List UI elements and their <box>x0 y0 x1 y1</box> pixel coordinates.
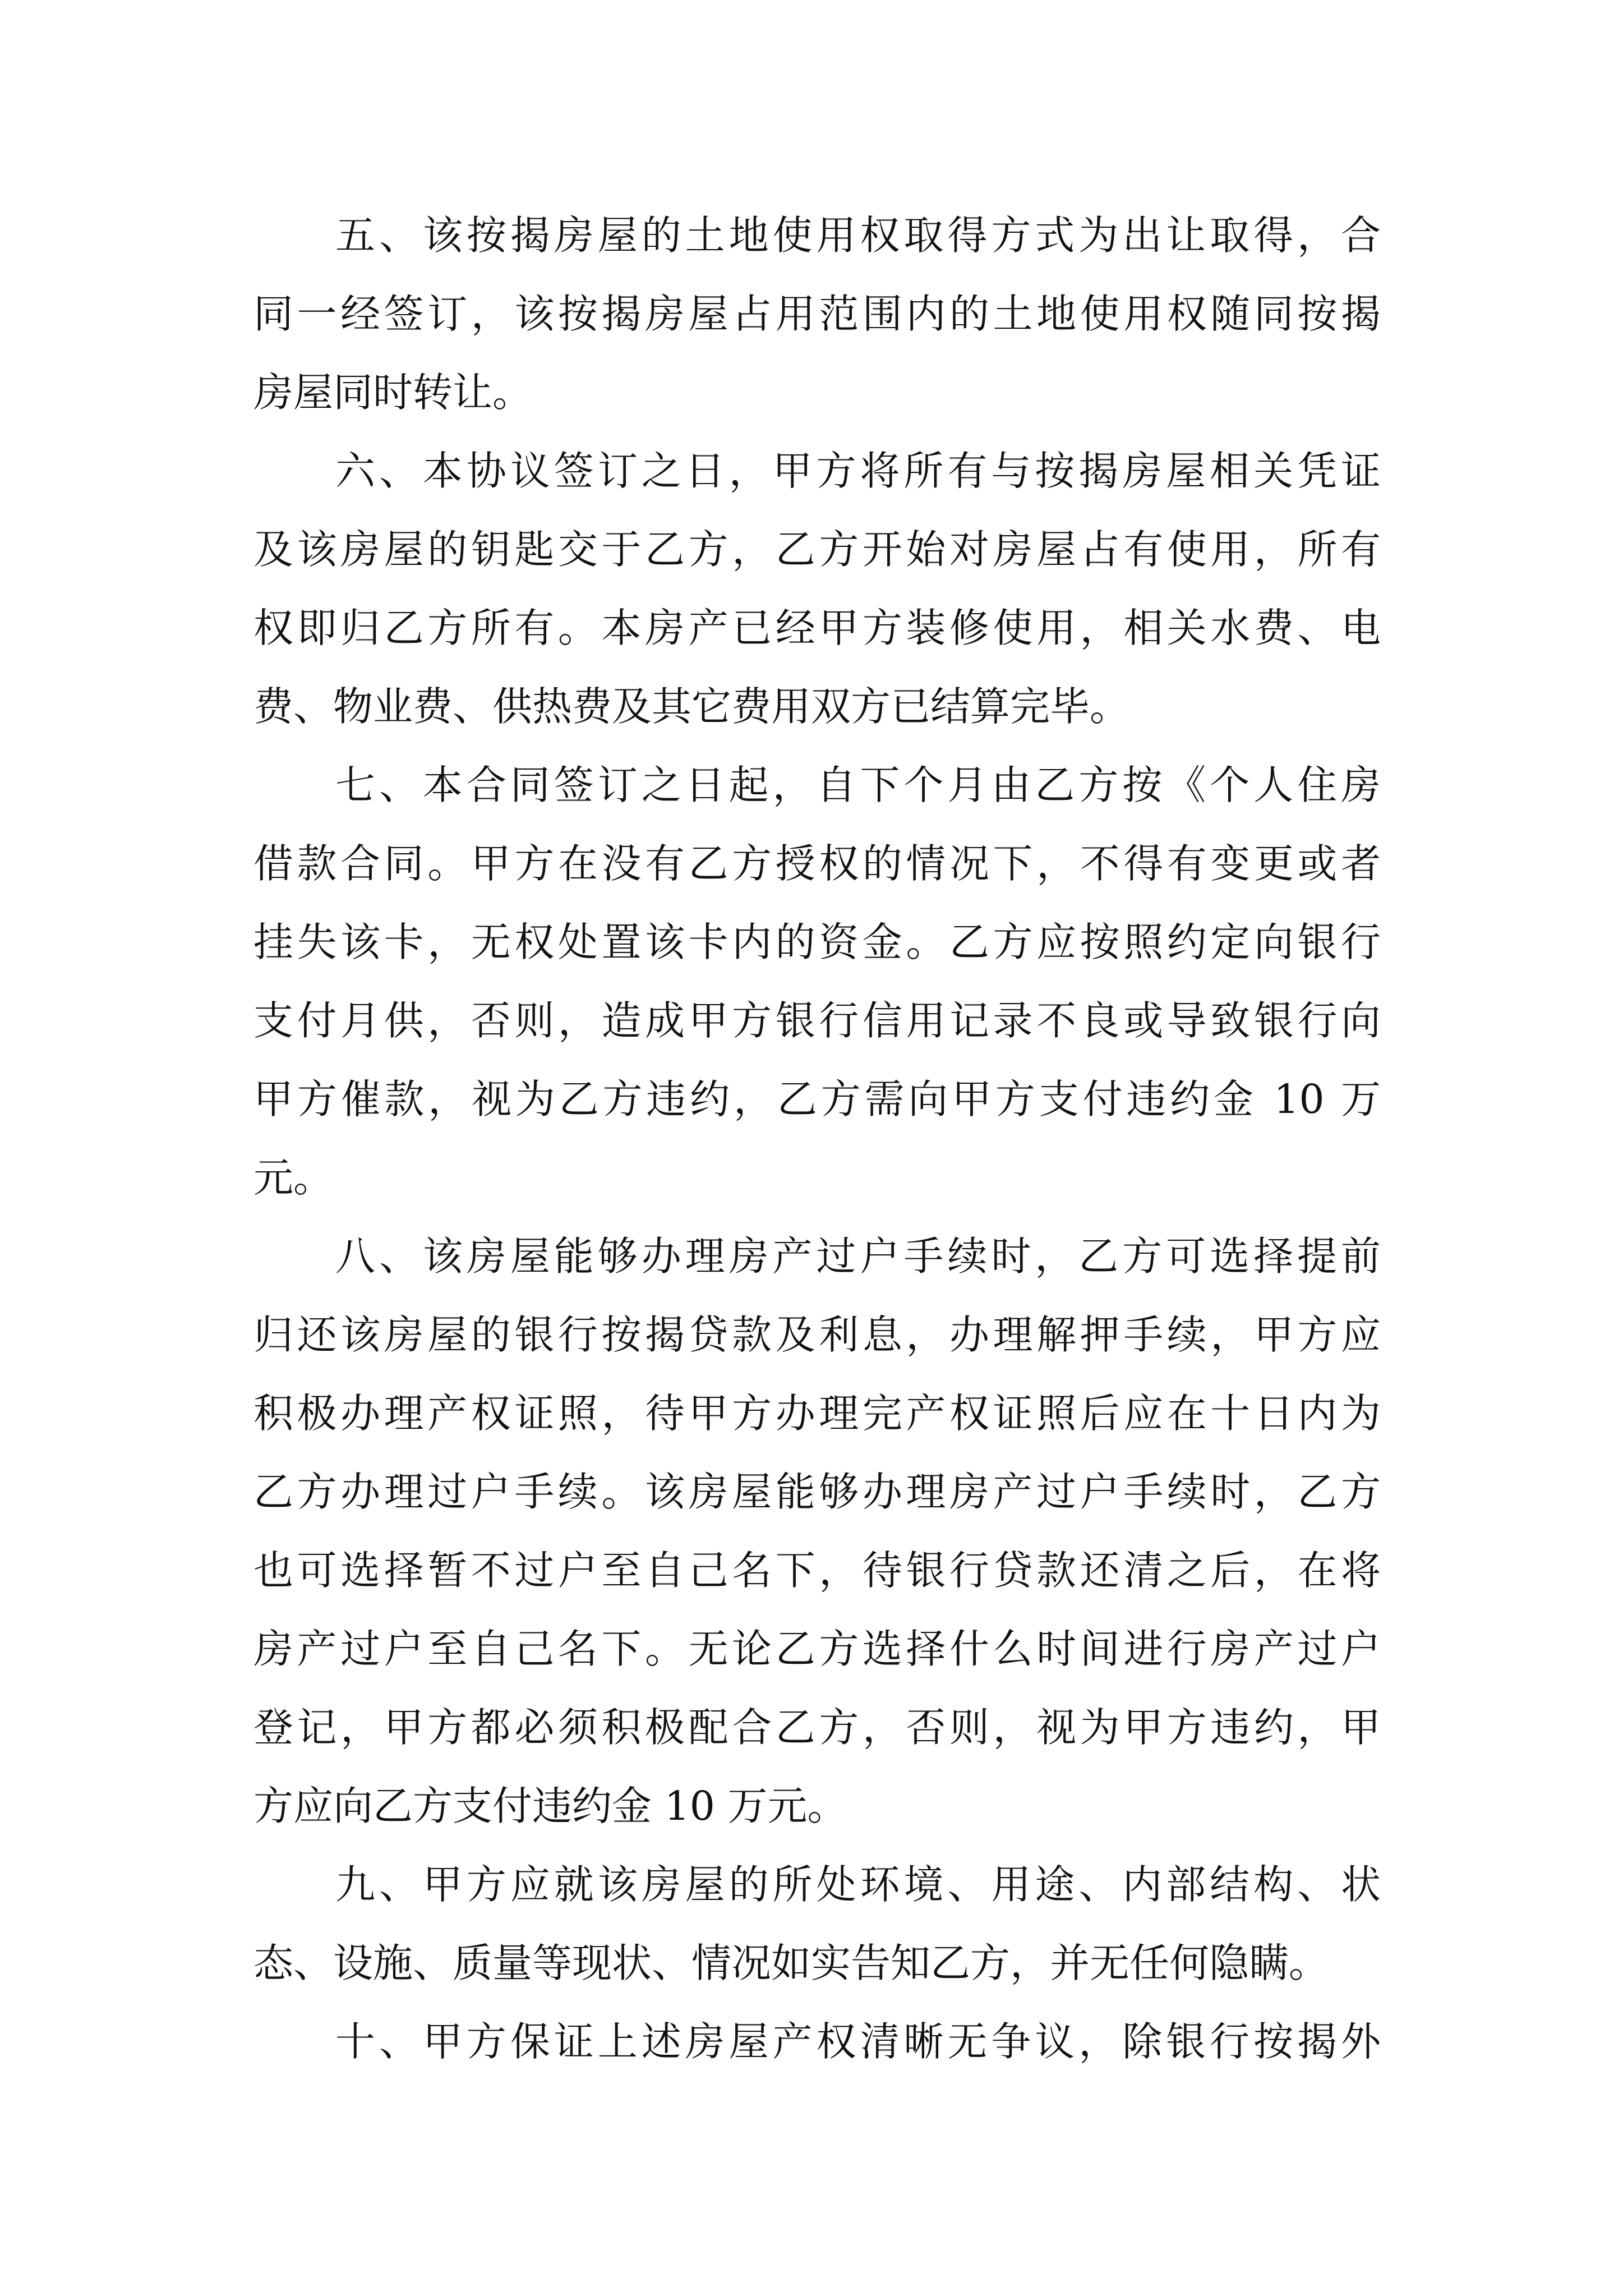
paragraph-6-line-1: 六、本协议签订之日，甲方将所有与按揭房屋相关凭证 <box>335 448 1381 494</box>
paragraph-8-line-1: 八、该房屋能够办理房产过户手续时，乙方可选择提前 <box>335 1233 1381 1280</box>
document-body <box>253 196 1381 2081</box>
paragraph-5-line-3: 房屋同时转让。 <box>253 369 533 416</box>
paragraph-8-line-2: 归还该房屋的银行按揭贷款及利息，办理解押手续，甲方应 <box>253 1312 1381 1358</box>
paragraph-5-line-2: 同一经签订，该按揭房屋占用范围内的土地使用权随同按揭 <box>253 291 1381 337</box>
paragraph-6-line-4: 费、物业费、供热费及其它费用双方已结算完毕。 <box>253 683 1130 730</box>
paragraph-5-line-1: 五、该按揭房屋的土地使用权取得方式为出让取得，合 <box>335 212 1381 259</box>
paragraph-7-line-6: 元。 <box>253 1154 334 1201</box>
paragraph-7-line-2: 借款合同。甲方在没有乙方授权的情况下，不得有变更或者 <box>253 840 1381 887</box>
paragraph-8-line-8: 方应向乙方支付违约金 10 万元。 <box>253 1783 847 1829</box>
paragraph-10-line-1: 十、甲方保证上述房屋产权清晰无争议，除银行按揭外 <box>335 2018 1381 2065</box>
paragraph-7-line-1: 七、本合同签订之日起，自下个月由乙方按《个人住房 <box>335 762 1381 808</box>
paragraph-8-line-5: 也可选择暂不过户至自己名下，待银行贷款还清之后，在将 <box>253 1547 1381 1594</box>
paragraph-8-line-6: 房产过户至自己名下。无论乙方选择什么时间进行房产过户 <box>253 1626 1381 1672</box>
paragraph-7-line-4: 支付月供，否则，造成甲方银行信用记录不良或导致银行向 <box>253 997 1381 1044</box>
paragraph-9-line-2: 态、设施、质量等现状、情况如实告知乙方，并无任何隐瞒。 <box>253 1940 1329 1986</box>
paragraph-8-line-4: 乙方办理过户手续。该房屋能够办理房产过户手续时，乙方 <box>253 1469 1381 1515</box>
paragraph-8-line-3: 积极办理产权证照，待甲方办理完产权证照后应在十日内为 <box>253 1390 1381 1437</box>
paragraph-6-line-3: 权即归乙方所有。本房产已经甲方装修使用，相关水费、电 <box>253 605 1381 651</box>
paragraph-9-line-1: 九、甲方应就该房屋的所处环境、用途、内部结构、状 <box>335 1861 1381 1908</box>
paragraph-8-line-7: 登记，甲方都必须积极配合乙方，否则，视为甲方违约，甲 <box>253 1704 1381 1751</box>
paragraph-7-line-5: 甲方催款，视为乙方违约，乙方需向甲方支付违约金 10 万 <box>253 1076 1381 1122</box>
paragraph-6-line-2: 及该房屋的钥匙交于乙方，乙方开始对房屋占有使用，所有 <box>253 526 1381 573</box>
paragraph-7-line-3: 挂失该卡，无权处置该卡内的资金。乙方应按照约定向银行 <box>253 919 1381 965</box>
